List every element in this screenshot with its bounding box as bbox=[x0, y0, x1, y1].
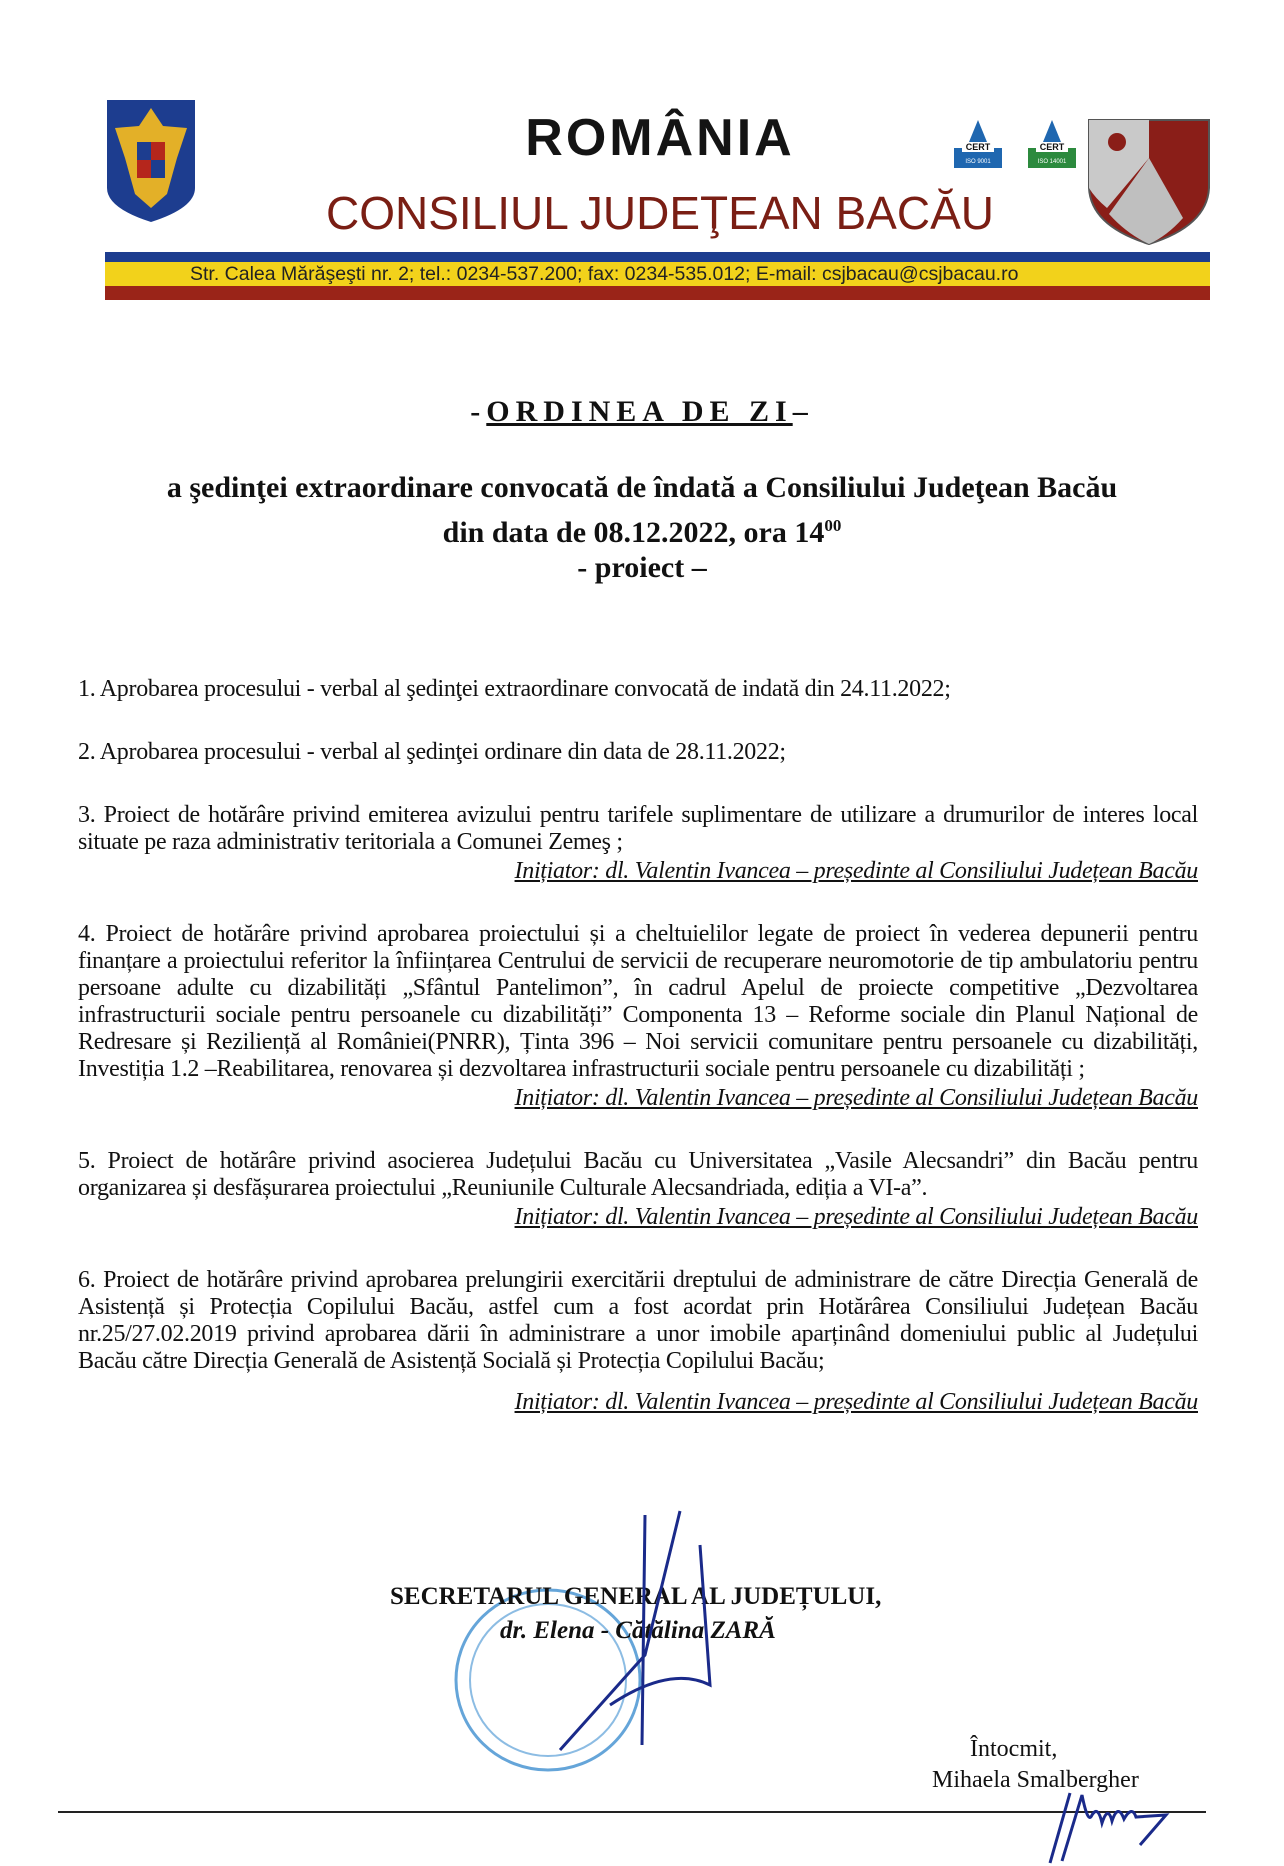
country-name: ROMÂNIA bbox=[525, 109, 795, 167]
agenda-item-4: 4. Proiect de hotărâre privind aprobarea proiectului și a cheltuielilor legate de proiect în vederea depunerii pentru finanțare a proiectului referitor la înființarea Centrului de servicii de recuperare neuromotorie de tip ambulatoriu pentru persoane adulte cu dizabilități „Sfântul Pantelimon”, în cadrul Apelul de proiecte competitive „Dezvoltarea infrastructurii sociale pentru persoanele cu dizabilități” Componenta 13 – Reforme sociale din Planul Național de Redresare și Reziliență al României(PNRR), Ținta 396 – Noi servicii comunitare pentru persoanele cu dizabilități, Investiția 1.2 –Reabilitarea, renovarea și dezvoltarea infrastructurii sociale pentru persoanele cu dizabilități ; Inițiator: dl. Valentin Ivancea – președinte al Consiliului Județean Bacău bbox=[78, 921, 1198, 1111]
initiator-note: Inițiator: dl. Valentin Ivancea – președinte al Consiliului Județean Bacău bbox=[514, 858, 1198, 884]
footer-divider bbox=[58, 1811, 1206, 1813]
initiator-note: Inițiator: dl. Valentin Ivancea – președinte al Consiliului Județean Bacău bbox=[514, 1204, 1198, 1230]
contact-address: Str. Calea Mărăşeşti nr. 2; tel.: 0234-537.200; fax: 0234-535.012; E-mail: csjbacau@csjbacau.ro bbox=[190, 263, 1019, 285]
secretary-title: SECRETARUL GENERAL AL JUDEȚULUI, bbox=[390, 1583, 882, 1610]
cert-standard: ISO 14001 bbox=[1037, 159, 1067, 165]
iso-9001-cert-icon bbox=[954, 120, 1002, 168]
cert-standard: ISO 9001 bbox=[965, 159, 991, 165]
preparer-signature bbox=[1040, 1785, 1170, 1865]
iso-certification-logos bbox=[950, 118, 1084, 174]
agenda-list bbox=[78, 676, 1198, 1452]
initiator-note: Inițiator: dl. Valentin Ivancea – președinte al Consiliului Județean Bacău bbox=[514, 1085, 1198, 1111]
subtitle-line-1: a şedinţei extraordinare convocată de îndată a Consiliului Judeţean Bacău bbox=[166, 471, 1118, 504]
bacau-county-coat-of-arms-icon bbox=[1087, 118, 1211, 246]
initiator-note: Inițiator: dl. Valentin Ivancea – președinte al Consiliului Județean Bacău bbox=[514, 1389, 1198, 1415]
secretary-signature bbox=[550, 1505, 750, 1765]
iso-14001-cert-icon bbox=[1028, 120, 1076, 168]
title-text: ORDINEA DE ZI bbox=[486, 395, 793, 428]
prepared-by-label: Întocmit, bbox=[970, 1736, 1058, 1762]
document-title: -ORDINEA DE ZI– bbox=[470, 395, 814, 428]
subtitle-line-2: din data de 08.12.2022, ora $14^{00}$ bbox=[442, 516, 842, 549]
address-banner bbox=[105, 252, 1210, 300]
agenda-item-2: 2. Aprobarea procesului - verbal al şedinţei ordinare din data de 28.11.2022; bbox=[78, 739, 786, 765]
agenda-item-3: 3. Proiect de hotărâre privind emiterea avizului pentru tarifele suplimentare de utilizare a drumurilor de interes local situate pe raza administrativ teritoriala a Comunei Zemeş ; Inițiator: dl. Valentin Ivancea – președinte al Consiliului Județean Bacău bbox=[78, 802, 1198, 884]
agenda-item-1: 1. Aprobarea procesului - verbal al şedinţei extraordinare convocată de indată din 24.11.2022; bbox=[78, 676, 951, 702]
subtitle-line-3: - proiect – bbox=[577, 551, 707, 584]
secretary-name: dr. Elena - Cătălina ZARĂ bbox=[500, 1617, 776, 1644]
institution-name: CONSILIUL JUDEŢEAN BACĂU bbox=[326, 187, 994, 239]
prepared-by-name: Mihaela Smalbergher bbox=[932, 1767, 1139, 1793]
cert-label: CERT bbox=[1039, 142, 1065, 152]
agenda-item-6: 6. Proiect de hotărâre privind aprobarea prelungirii exercitării dreptului de administrare de către Direcția Generală de Asistență și Protecția Copilului Bacău, astfel cum a fost acordat prin Hotărârea Consiliului Județean Bacău nr.25/27.02.2019 privind aprobarea dării în administrare a unor imobile aparținând domeniului public al Județului Bacău către Direcția Generală de Asistență Socială și Protecția Copilului Bacău; Inițiator: dl. Valentin Ivancea – președinte al Consiliului Județean Bacău bbox=[78, 1267, 1198, 1415]
romania-coat-of-arms-icon bbox=[105, 98, 197, 224]
agenda-item-5: 5. Proiect de hotărâre privind asocierea Județului Bacău cu Universitatea „Vasile Alecsandri” din Bacău pentru organizarea și desfășurarea proiectului „Reuniunile Culturale Alecsandriada, ediția a VI-a”. Inițiator: dl. Valentin Ivancea – președinte al Consiliului Județean Bacău bbox=[78, 1148, 1198, 1230]
cert-label: CERT bbox=[965, 142, 991, 152]
